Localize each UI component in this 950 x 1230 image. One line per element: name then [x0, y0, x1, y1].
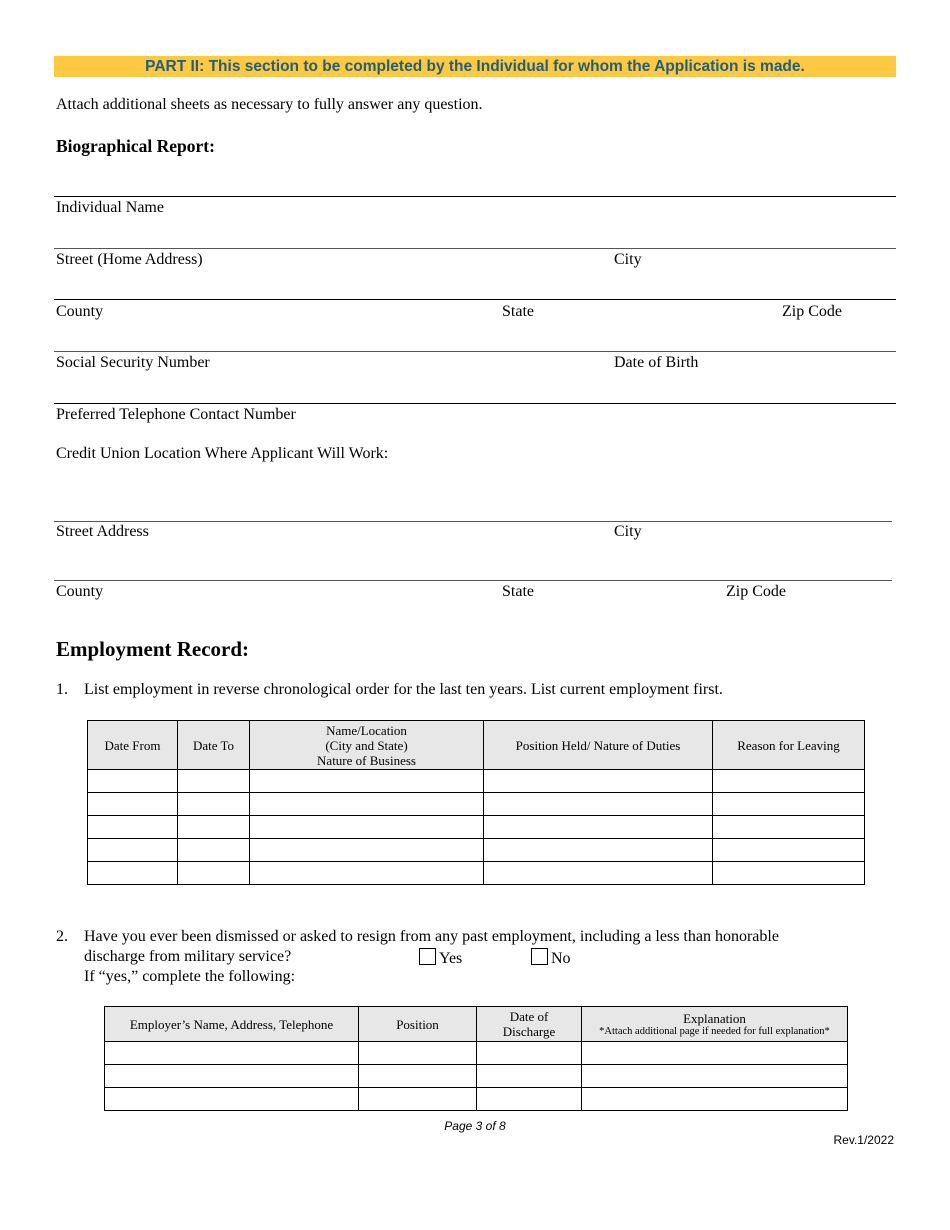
position-cell[interactable]	[359, 1042, 477, 1065]
employment-record-heading: Employment Record:	[56, 637, 250, 661]
location-city-label: City	[614, 523, 642, 540]
location-county-label: County	[56, 583, 104, 600]
date-from-cell[interactable]	[88, 862, 178, 885]
no-option[interactable]	[531, 948, 571, 968]
table-row	[88, 793, 865, 816]
explanation-cell[interactable]	[582, 1065, 848, 1088]
table-row	[88, 862, 865, 885]
header-reason-leaving: Reason for Leaving	[713, 721, 865, 770]
question-2-line-1: Have you ever been dismissed or asked to resign from any past employment, including a less than honorable	[84, 928, 779, 945]
name-location-cell[interactable]	[250, 770, 484, 793]
table-row	[105, 1042, 848, 1065]
position-cell[interactable]	[484, 793, 713, 816]
name-location-cell[interactable]	[250, 862, 484, 885]
field-line	[54, 580, 892, 581]
field-line	[54, 196, 896, 197]
location-zip-label: Zip Code	[726, 583, 786, 600]
ssn-label: Social Security Number	[56, 354, 210, 371]
date-to-cell[interactable]	[178, 862, 250, 885]
position-cell[interactable]	[359, 1065, 477, 1088]
discharge-date-cell[interactable]	[477, 1042, 582, 1065]
reason-cell[interactable]	[713, 793, 865, 816]
date-to-cell[interactable]	[178, 770, 250, 793]
question-2-number: 2.	[56, 928, 68, 945]
position-cell[interactable]	[359, 1088, 477, 1111]
discharge-date-cell[interactable]	[477, 1065, 582, 1088]
question-2-line-3: If “yes,” complete the following:	[84, 968, 296, 985]
date-from-cell[interactable]	[88, 770, 178, 793]
yes-checkbox[interactable]	[419, 948, 436, 965]
field-line	[54, 351, 896, 352]
location-state-label: State	[502, 583, 534, 600]
county-label: County	[56, 303, 104, 320]
name-location-cell[interactable]	[250, 816, 484, 839]
dob-label: Date of Birth	[614, 354, 699, 371]
explanation-cell[interactable]	[582, 1088, 848, 1111]
position-cell[interactable]	[484, 839, 713, 862]
header-position: Position	[359, 1007, 477, 1042]
revision-label: Rev.1/2022	[833, 1133, 894, 1147]
question-2-line-2: discharge from military service?	[84, 948, 292, 965]
employer-cell[interactable]	[105, 1088, 359, 1111]
date-from-cell[interactable]	[88, 793, 178, 816]
header-position-duties: Position Held/ Nature of Duties	[484, 721, 713, 770]
table-row	[105, 1065, 848, 1088]
location-label: Credit Union Location Where Applicant Will Work:	[56, 445, 389, 462]
name-location-cell[interactable]	[250, 793, 484, 816]
explanation-note: *Attach additional page if needed for full explanation*	[599, 1025, 830, 1037]
no-label: No	[551, 950, 571, 967]
header-date-from: Date From	[88, 721, 178, 770]
position-cell[interactable]	[484, 770, 713, 793]
field-line	[54, 299, 896, 300]
field-line	[54, 521, 892, 522]
employer-cell[interactable]	[105, 1065, 359, 1088]
header-name-location: Name/Location (City and State) Nature of Business	[250, 721, 484, 770]
date-to-cell[interactable]	[178, 816, 250, 839]
explanation-cell[interactable]	[582, 1042, 848, 1065]
date-from-cell[interactable]	[88, 816, 178, 839]
field-line	[54, 248, 896, 249]
header-employer: Employer’s Name, Address, Telephone	[105, 1007, 359, 1042]
employer-cell[interactable]	[105, 1042, 359, 1065]
question-1-number: 1.	[56, 681, 68, 698]
table-row	[88, 816, 865, 839]
reason-cell[interactable]	[713, 839, 865, 862]
reason-cell[interactable]	[713, 816, 865, 839]
date-from-cell[interactable]	[88, 839, 178, 862]
street-home-label: Street (Home Address)	[56, 251, 203, 268]
page-number: Page 3 of 8	[444, 1119, 506, 1133]
explanation-title: Explanation	[683, 1010, 746, 1026]
name-location-cell[interactable]	[250, 839, 484, 862]
part-ii-banner: PART II: This section to be completed by the Individual for whom the Application is made.	[54, 56, 896, 77]
biographical-report-heading: Biographical Report:	[56, 136, 215, 156]
header-date-to: Date To	[178, 721, 250, 770]
table-row	[88, 839, 865, 862]
no-checkbox[interactable]	[531, 948, 548, 965]
date-to-cell[interactable]	[178, 839, 250, 862]
header-date-of-discharge: Date of Discharge	[477, 1007, 582, 1042]
field-line	[54, 403, 896, 404]
individual-name-label: Individual Name	[56, 199, 164, 216]
street-address-label: Street Address	[56, 523, 149, 540]
table-row	[88, 770, 865, 793]
position-cell[interactable]	[484, 862, 713, 885]
state-label: State	[502, 303, 534, 320]
yes-option[interactable]	[419, 948, 462, 968]
intro-text: Attach additional sheets as necessary to fully answer any question.	[56, 96, 483, 113]
dismissal-table	[104, 1006, 848, 1111]
reason-cell[interactable]	[713, 862, 865, 885]
zip-code-label: Zip Code	[782, 303, 842, 320]
table-row	[105, 1088, 848, 1111]
city-label: City	[614, 251, 642, 268]
employment-table	[87, 720, 865, 885]
question-1-text: List employment in reverse chronological order for the last ten years. List current employment first.	[84, 681, 723, 698]
phone-label: Preferred Telephone Contact Number	[56, 406, 296, 423]
position-cell[interactable]	[484, 816, 713, 839]
yes-label: Yes	[439, 950, 463, 967]
discharge-date-cell[interactable]	[477, 1088, 582, 1111]
reason-cell[interactable]	[713, 770, 865, 793]
date-to-cell[interactable]	[178, 793, 250, 816]
header-explanation	[582, 1007, 848, 1042]
